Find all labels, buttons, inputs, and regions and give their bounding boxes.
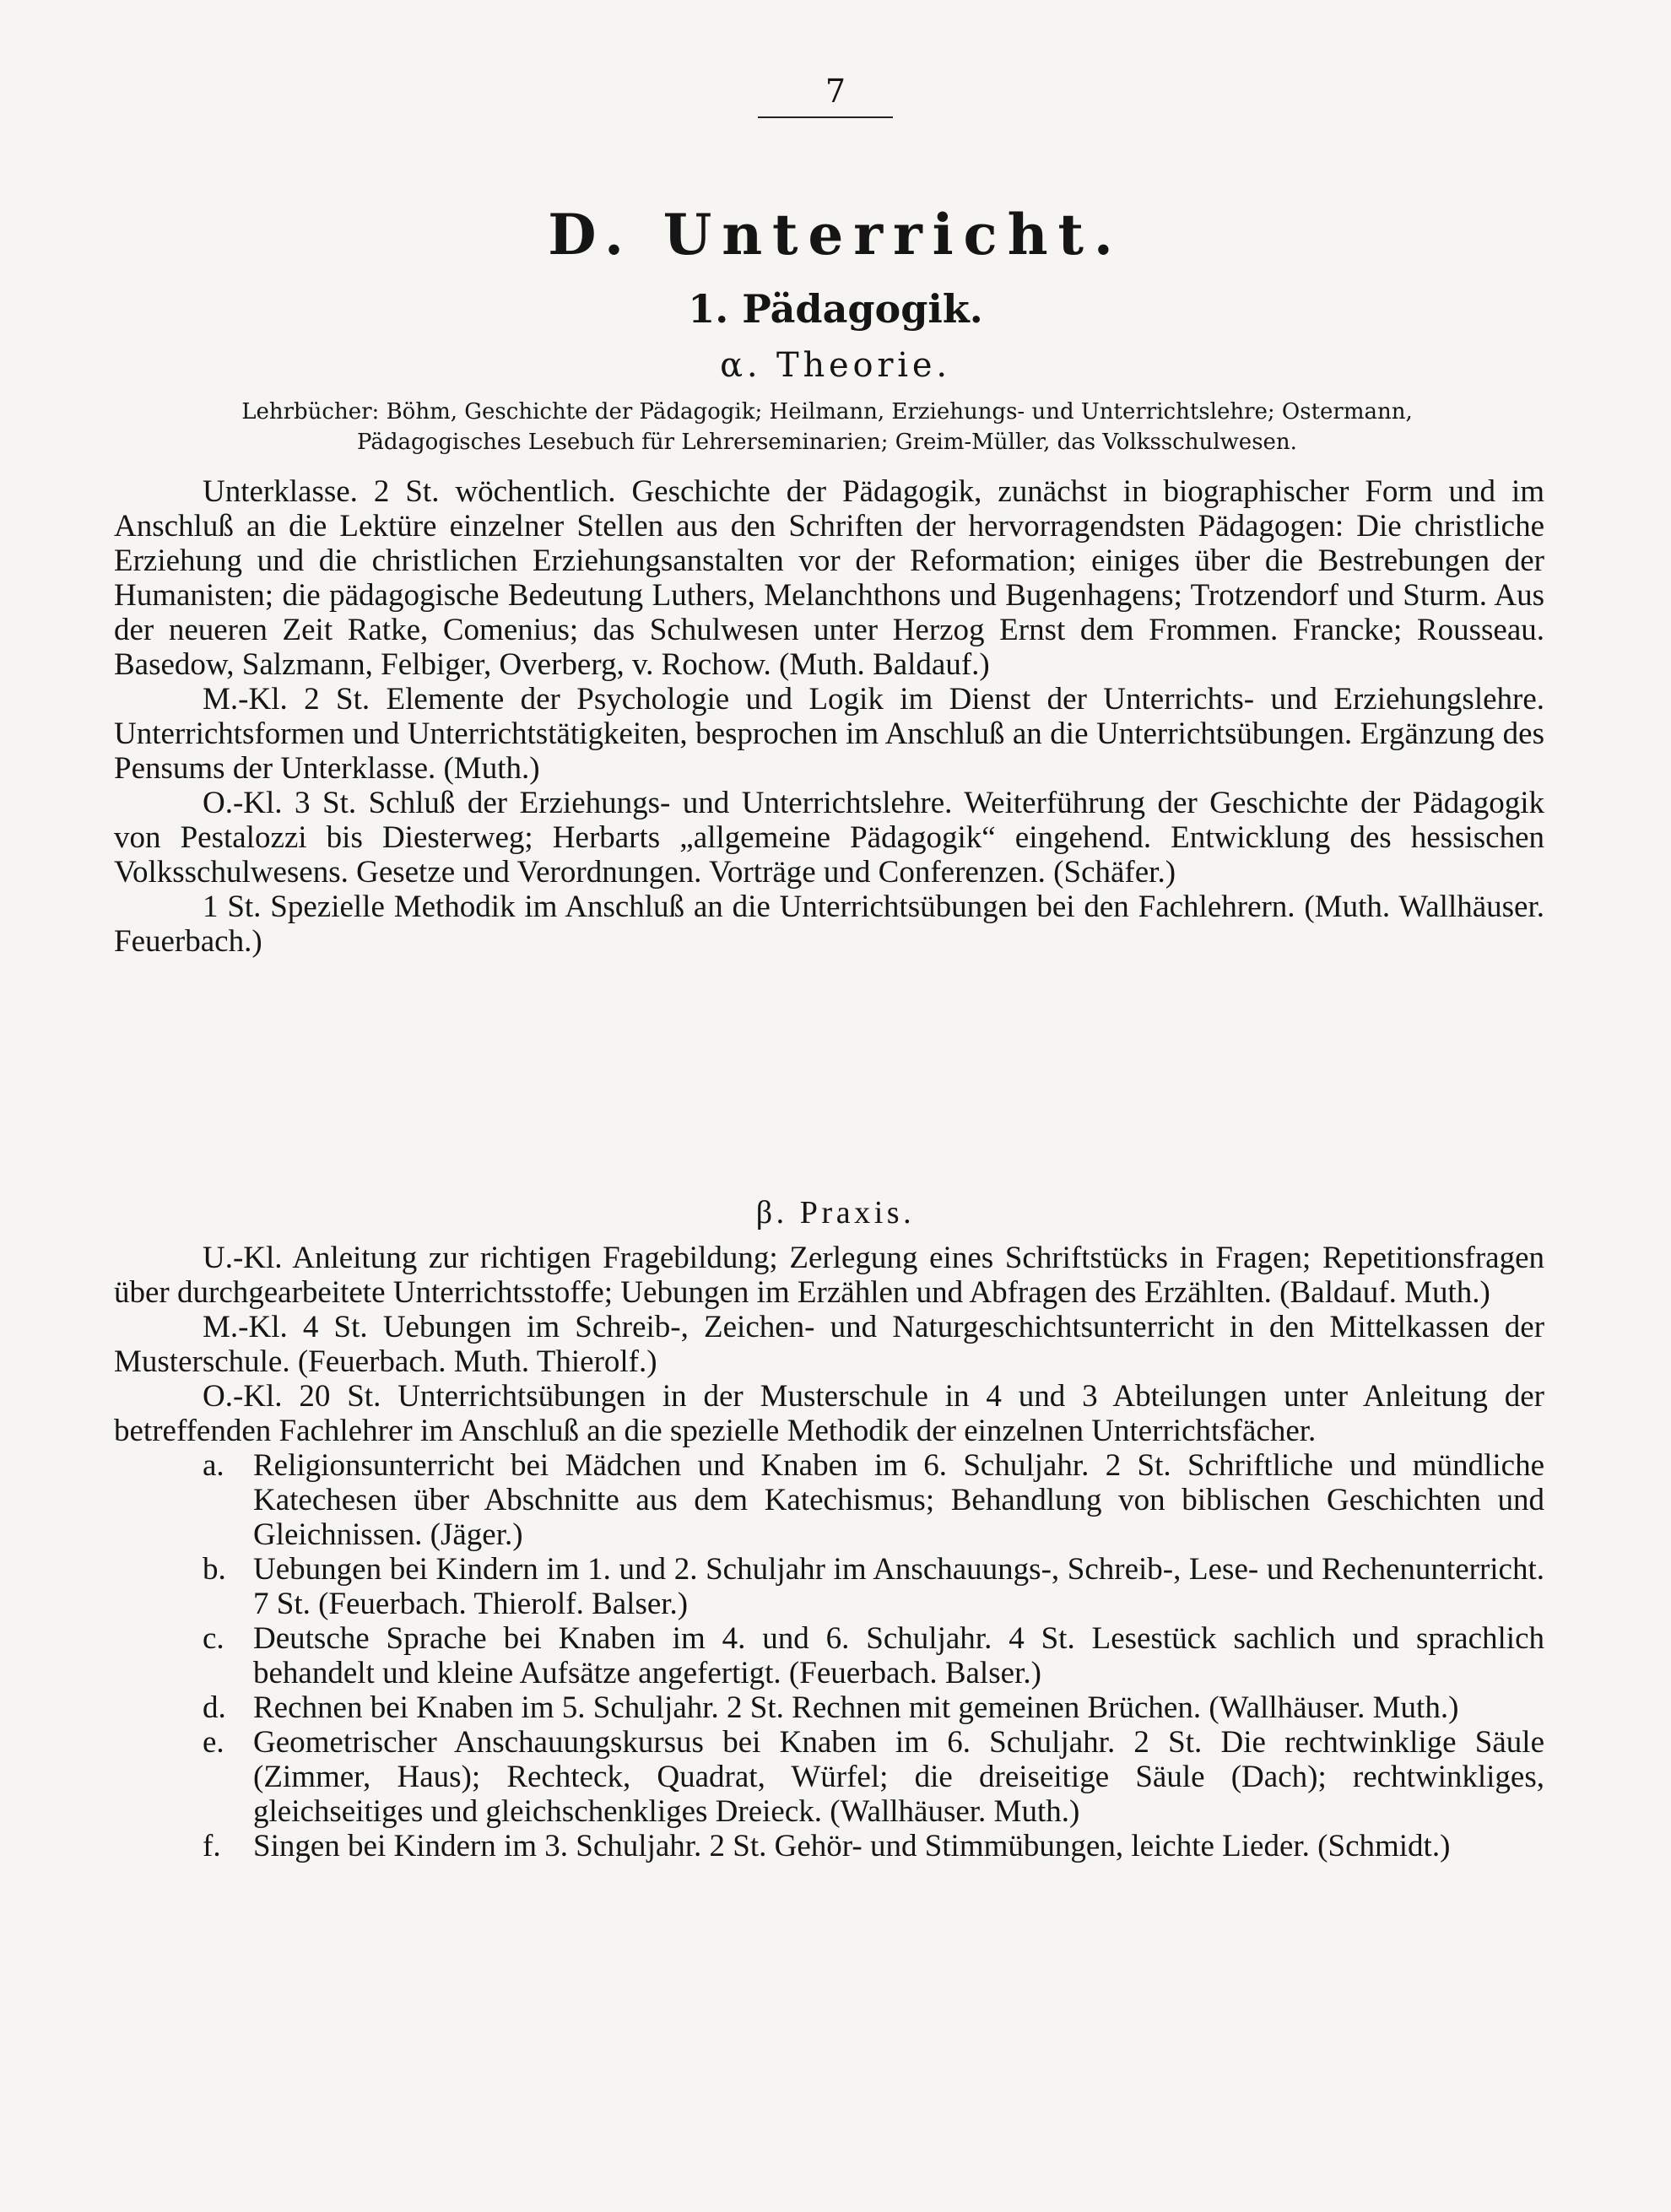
paragraph-text: Elemente der Psychologie und Logik im Dienst der Unterrichts- und Erziehungslehre. Unterrichtsformen und Unterrichtstätigkeiten, besprochen im Anschluß an die Unterrichtsübungen. Ergänzung des Pensums der Unterklasse. (Muth.): [114, 682, 1545, 786]
paragraph-label: M.-Kl. 2 St.: [203, 682, 370, 717]
theory-section: [114, 474, 1544, 959]
list-marker: c.: [203, 1621, 224, 1656]
praxis-title: β. Praxis.: [755, 1195, 916, 1230]
theory-paragraph-unterklasse: [114, 474, 1544, 682]
list-item: [114, 1829, 1544, 1863]
theory-paragraph-methodik: [114, 890, 1544, 959]
list-marker: e.: [203, 1725, 224, 1760]
list-item: [114, 1552, 1544, 1621]
list-marker: f.: [203, 1829, 221, 1863]
list-item-text: Singen bei Kindern im 3. Schuljahr. 2 St. Gehör- und Stimmübungen, leichte Lieder. (Schmidt.): [253, 1829, 1451, 1863]
list-item: [114, 1448, 1544, 1552]
list-item-text: Uebungen bei Kindern im 1. und 2. Schuljahr im Anschauungs-, Schreib-, Lese- und Rechenunterricht. 7 St. (Feuerbach. Thierolf. Balser.): [253, 1552, 1544, 1621]
paragraph-label: M.-Kl. 4 St.: [203, 1310, 368, 1344]
praxis-paragraph-unterklasse: [114, 1241, 1544, 1310]
list-item-text: Rechnen bei Knaben im 5. Schuljahr. 2 St. Rechnen mit gemeinen Brüchen. (Wallhäuser. Muth.): [253, 1690, 1459, 1725]
list-marker: a.: [203, 1448, 224, 1483]
paragraph-text: Schluß der Erziehungs- und Unterrichtslehre. Weiterführung der Geschichte der Pädagogik von Pestalozzi bis Diesterweg; Herbarts „allgemeine Pädagogik“ eingehend. Entwicklung des hessischen Volksschulwesens. Gesetze und Verordnungen. Vorträge und Conferenzen. (Schäfer.): [114, 786, 1545, 890]
paragraph-text: Unterrichtsübungen in der Musterschule in 4 und 3 Abteilungen unter Anleitung der betreffenden Fachlehrer im Anschluß an die spezielle Methodik der einzelnen Unterrichtsfächer.: [114, 1379, 1544, 1448]
theory-title: α. Theorie.: [720, 346, 951, 385]
paragraph-text: Uebungen im Schreib-, Zeichen- und Naturgeschichtsunterricht in den Mittelkassen der Musterschule. (Feuerbach. Muth. Thierolf.): [114, 1310, 1545, 1379]
paragraph-label: Unterklasse. 2 St. wöchentlich.: [203, 474, 616, 509]
paragraph-text: Anleitung zur richtigen Fragebildung; Zerlegung eines Schriftstücks in Fragen; Repetitionsfragen über durchgearbeitete Unterrichtsstoffe; Uebungen im Erzählen und Abfragen des Erzählten. (Baldauf. Muth.): [114, 1241, 1544, 1310]
paragraph-label: O.-Kl. 3 St.: [203, 786, 357, 820]
list-item: [114, 1725, 1544, 1829]
theory-paragraph-oberklasse: [114, 786, 1544, 890]
theory-paragraph-mittelklasse: [114, 682, 1544, 786]
list-item-text: Religionsunterricht bei Mädchen und Knaben im 6. Schuljahr. 2 St. Schriftliche und mündliche Katechesen über Abschnitte aus dem Katechismus; Behandlung von biblischen Geschichten und Gleichnissen. (Jäger.): [253, 1448, 1544, 1552]
list-item: [114, 1621, 1544, 1690]
paragraph-text: Geschichte der Pädagogik, zunächst in biographischer Form und im Anschluß an die Lektüre einzelner Stellen aus den Schriften der hervorragendsten Pädagogen: Die christliche Erziehung und die christlichen Erziehungsanstalten vor der Reformation; einiges über die Bestrebungen der Humanisten; die pädagogische Bedeutung Luthers, Melanchthons und Bugenhagens; Trotzendorf und Sturm. Aus der neueren Zeit Ratke, Comenius; das Schulwesen unter Herzog Ernst dem Frommen. Francke; Rousseau. Basedow, Salzmann, Felbiger, Overberg, v. Rochow. (Muth. Baldauf.): [114, 474, 1545, 682]
section-title: D. Unterricht.: [548, 202, 1123, 268]
paragraph-label: 1 St.: [203, 890, 262, 924]
praxis-section: [114, 1241, 1544, 1863]
page-number-rule: [758, 116, 893, 118]
paragraph-label: O.-Kl. 20 St.: [203, 1379, 381, 1414]
praxis-paragraph-oberklasse: [114, 1379, 1544, 1448]
paragraph-text: Spezielle Methodik im Anschluß an die Unterrichtsübungen bei den Fachlehrern. (Muth. Wallhäuser. Feuerbach.): [114, 890, 1545, 959]
list-marker: d.: [203, 1690, 226, 1725]
list-item-text: Geometrischer Anschauungskursus bei Knaben im 6. Schuljahr. 2 St. Die rechtwinklige Säule (Zimmer, Haus); Rechteck, Quadrat, Würfel; die dreiseitige Säule (Dach); rechtwinkliges, gleichseitiges und gleichschenkliges Dreieck. (Wallhäuser. Muth.): [253, 1725, 1544, 1829]
page-number: 7: [825, 73, 846, 110]
list-marker: b.: [203, 1552, 226, 1587]
list-item-text: Deutsche Sprache bei Knaben im 4. und 6. Schuljahr. 4 St. Lesestück sachlich und sprachlich behandelt und kleine Aufsätze angefertigt. (Feuerbach. Balser.): [253, 1621, 1544, 1690]
list-item: [114, 1690, 1544, 1725]
paragraph-label: U.-Kl.: [203, 1241, 283, 1275]
subsection-title: 1. Pädagogik.: [688, 286, 983, 332]
textbooks-note: Lehrbücher: Böhm, Geschichte der Pädagogik; Heilmann, Erziehungs- und Unterrichtslehre; Ostermann, Pädagogisches Lesebuch für Lehrerseminarien; Greim-Müller, das Volksschulwesen.: [241, 399, 1413, 455]
praxis-paragraph-mittelklasse: [114, 1310, 1544, 1379]
